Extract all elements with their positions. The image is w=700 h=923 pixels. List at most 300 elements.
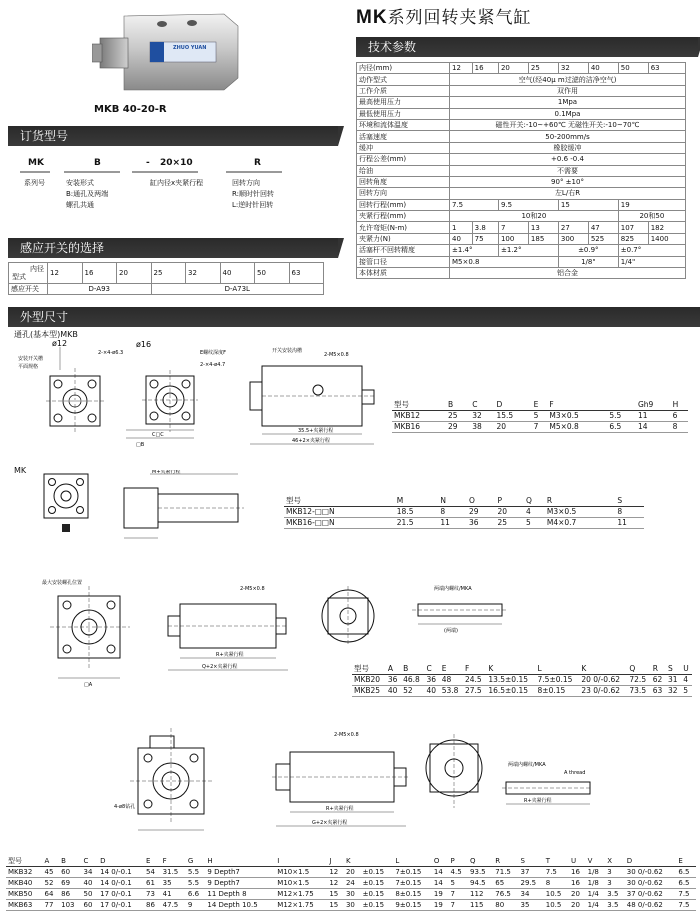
t3-cell: 36 <box>386 675 401 686</box>
t2-cell: M3×0.5 <box>545 507 616 518</box>
t4-cell: 16 <box>569 878 586 889</box>
spec-port: 1/8" <box>558 256 618 267</box>
t4-cell: 17 0/-0.1 <box>98 889 144 900</box>
order-code-size: 20×10 <box>160 158 193 168</box>
t4-cell: 9 Depth7 <box>205 878 275 889</box>
t2-cell: 11 <box>615 518 644 529</box>
t3-head: E <box>440 664 463 675</box>
t2-cell: 4 <box>524 507 545 518</box>
t3-head: F <box>463 664 486 675</box>
spec-force: 100 <box>498 233 528 244</box>
t4-cell: 3.5 <box>605 889 625 900</box>
section-outline: 外型尺寸 <box>8 307 700 327</box>
spec-bore: 20 <box>498 63 528 74</box>
spec-material: 铝合金 <box>450 268 686 279</box>
table-row <box>284 507 644 518</box>
t4-cell: 6.5 <box>676 867 696 878</box>
t4-head: I <box>275 856 327 867</box>
end-view-label: (两端) <box>444 628 458 634</box>
t1-cell: 11 <box>636 411 671 422</box>
t3-head: C <box>424 664 439 675</box>
switch-bore: 32 <box>186 263 221 284</box>
t1-head: H <box>671 400 688 411</box>
switch-slot-label: 安装开关槽 <box>18 356 44 362</box>
t1-cell: 20 <box>495 422 532 433</box>
t4-head: E <box>144 856 161 867</box>
r-plus3-label: R+夹紧行程 <box>524 798 552 804</box>
t4-cell: 71.5 <box>493 867 518 878</box>
t4-cell: 30 0/-0.62 <box>625 867 677 878</box>
drawing-mkb32-front <box>110 716 220 840</box>
t4-cell: MKB50 <box>6 889 43 900</box>
t4-cell: ±0.15 <box>361 878 394 889</box>
t3-cell: 40 <box>424 686 439 697</box>
t4-cell: 103 <box>59 900 81 911</box>
t4-cell: 60 <box>59 867 81 878</box>
spec-force: 825 <box>618 233 648 244</box>
spec-row-value: 不需要 <box>450 165 686 176</box>
t4-cell: 5.5 <box>186 867 206 878</box>
t4-cell: 8 <box>544 878 569 889</box>
spec-row-label: 回转方向 <box>357 188 450 199</box>
t4-head: T <box>544 856 569 867</box>
t1-head: F <box>547 400 607 411</box>
t4-cell: 7.5 <box>676 889 696 900</box>
t4-cell: 7 <box>449 900 469 911</box>
spec-stroke: 7.5 <box>450 199 499 210</box>
order-col-size <box>150 178 203 189</box>
t4-cell: 5.5 <box>186 878 206 889</box>
drawing-mkb20-front <box>40 574 150 690</box>
t2-head: R <box>545 496 616 507</box>
t4-head: C <box>82 856 99 867</box>
t4-cell: 14 0/-0.1 <box>98 867 144 878</box>
t4-cell: 30 <box>344 889 361 900</box>
t4-cell: 60 <box>82 900 99 911</box>
spec-row-value: +0.6 -0.4 <box>450 154 686 165</box>
order-mount-0: 安装形式 <box>66 179 94 187</box>
t4-cell: 115 <box>468 900 493 911</box>
spec-precision: ±0.7° <box>618 245 685 256</box>
drawing-mkb-front-dim <box>96 338 244 450</box>
t3-head: L <box>536 664 580 675</box>
t4-head: K <box>344 856 361 867</box>
switch-label-type: 型式 <box>12 273 26 281</box>
spec-row-label: 回转角度 <box>357 176 450 187</box>
t4-head: L <box>393 856 432 867</box>
t4-head: E <box>676 856 696 867</box>
t3-cell: 13.5±0.15 <box>486 675 535 686</box>
t4-cell: 9 <box>186 900 206 911</box>
spec-force: 185 <box>528 233 558 244</box>
t1-cell: 6.5 <box>607 422 636 433</box>
t4-cell: 20 <box>344 867 361 878</box>
order-col-series <box>24 178 45 189</box>
spec-row-value: 0.1Mpa <box>450 108 686 119</box>
t1-head: D <box>495 400 532 411</box>
t4-cell: 15 <box>327 889 344 900</box>
t1-head: B <box>446 400 470 411</box>
t4-cell: 52 <box>43 878 60 889</box>
t3-cell: 7.5±0.15 <box>536 675 580 686</box>
flat-label: 平面规格 <box>18 364 39 370</box>
t4-head: A <box>43 856 60 867</box>
switch-bore: 16 <box>82 263 117 284</box>
spec-row-value: 橡胶缓冲 <box>450 142 686 153</box>
t1-cell: 6 <box>671 411 688 422</box>
t2-cell: 8 <box>615 507 644 518</box>
spec-clamp: 10和20 <box>450 211 619 222</box>
t3-cell: 16.5±0.15 <box>486 686 535 697</box>
t4-cell: 1/4 <box>586 900 606 911</box>
t4-head: U <box>569 856 586 867</box>
t3-head: B <box>401 664 424 675</box>
t2-cell: MKB12-□□N <box>284 507 395 518</box>
section-order: 订货型号 <box>8 126 338 146</box>
t2-cell: 11 <box>438 518 467 529</box>
title-rest: 系列回转夹紧气缸 <box>387 8 532 28</box>
spec-row-label: 动作型式 <box>357 74 450 85</box>
t4-cell: 11 Depth 8 <box>205 889 275 900</box>
title-mk: MK <box>356 7 388 28</box>
t3-cell: 46.8 <box>401 675 424 686</box>
t1-cell: 7 <box>532 422 548 433</box>
spec-precision: ±0.9° <box>558 245 618 256</box>
t4-cell: 61 <box>144 878 161 889</box>
spec-moment-label: 允许弯矩(N-m) <box>357 222 450 233</box>
t3-head: K <box>486 664 535 675</box>
switch-bore: 25 <box>151 263 186 284</box>
t4-cell: 7±0.15 <box>393 878 432 889</box>
t4-cell: 47.5 <box>161 900 186 911</box>
table-row <box>284 518 644 529</box>
spec-force: 1400 <box>648 233 685 244</box>
t3-cell: MKB25 <box>352 686 386 697</box>
page-title <box>356 3 532 29</box>
t1-cell: 5.5 <box>607 411 636 422</box>
spec-force: 525 <box>588 233 618 244</box>
t4-head: H <box>205 856 275 867</box>
t3-cell: 31 <box>666 675 681 686</box>
order-code-mk: MK <box>28 158 44 168</box>
t2-cell: 18.5 <box>395 507 439 518</box>
t1-cell: MKB12 <box>392 411 446 422</box>
spec-moment: 47 <box>588 222 618 233</box>
t4-cell: 12 <box>327 867 344 878</box>
t4-head: F <box>161 856 186 867</box>
spec-precision: ±1.4° <box>450 245 499 256</box>
order-size-0: 缸内径x夹紧行程 <box>150 179 204 187</box>
spec-row-value: 左L/右R <box>450 188 686 199</box>
t4-cell: 14 <box>432 867 449 878</box>
t4-cell: 6.6 <box>186 889 206 900</box>
t2-cell: 21.5 <box>395 518 439 529</box>
t2-head: P <box>495 496 524 507</box>
t4-cell: M10×1.5 <box>275 878 327 889</box>
t4-cell: 34 <box>82 867 99 878</box>
spec-precision: ±1.2° <box>498 245 558 256</box>
t3-cell: 5 <box>681 686 692 697</box>
switch-a93: D-A93 <box>48 284 152 295</box>
q-plus-label: Q+2×夹紧行程 <box>202 664 238 670</box>
max-slot-label: 最大安装螺孔位置 <box>42 580 83 586</box>
t2-head: O <box>467 496 496 507</box>
t4-cell: 17 0/-0.1 <box>98 900 144 911</box>
r-plus-label: R+夹紧行程 <box>216 652 244 658</box>
t4-cell: 86 <box>144 900 161 911</box>
spec-row-value: 90° ±10° <box>450 176 686 187</box>
t4-cell: 30 0/-0.62 <box>625 878 677 889</box>
holes-a-label: 2-×4-ø6.3 <box>98 350 124 356</box>
t4-cell: 7.5 <box>676 900 696 911</box>
e-thread-label: E螺纹深度F <box>200 350 227 356</box>
t4-cell: 80 <box>493 900 518 911</box>
order-code-dir: R <box>254 158 261 168</box>
phi16-label: ø16 <box>136 340 152 349</box>
spec-moment: 182 <box>648 222 685 233</box>
table-row <box>6 867 696 878</box>
t1-cell: 38 <box>470 422 494 433</box>
m5-top-label: 2-M5×0.8 <box>324 352 349 358</box>
t4-cell: 1/4 <box>586 889 606 900</box>
m5-b-label: 2-M5×0.8 <box>240 586 265 592</box>
t4-cell: 112 <box>468 889 493 900</box>
order-mount-1: B:通孔及两端 <box>66 190 109 198</box>
spec-clamp-label: 夹紧行程(mm) <box>357 211 450 222</box>
spec-moment: 3.8 <box>472 222 498 233</box>
table-row <box>6 878 696 889</box>
t4-cell: 20 <box>569 900 586 911</box>
t4-cell: 7 <box>449 889 469 900</box>
t4-cell: 29.5 <box>519 878 544 889</box>
switch-bore: 40 <box>220 263 255 284</box>
t2-cell: M4×0.7 <box>545 518 616 529</box>
spec-bore: 12 <box>450 63 473 74</box>
t4-cell: 3.5 <box>605 900 625 911</box>
spec-port: 1/4" <box>618 256 685 267</box>
t3-head: S <box>666 664 681 675</box>
t4-cell: 1/8 <box>586 867 606 878</box>
table-mkb20-25 <box>352 664 692 697</box>
switch-bore: 12 <box>48 263 83 284</box>
m5-c-label: 2-M5×0.8 <box>334 732 359 738</box>
t3-cell: 4 <box>681 675 692 686</box>
drawing-mkb32-end <box>420 728 490 818</box>
t4-head: 型号 <box>6 856 43 867</box>
section-switch: 感应开关的选择 <box>8 238 338 258</box>
switch-corner <box>9 263 48 284</box>
t3-head: 型号 <box>352 664 386 675</box>
t4-cell: 31.5 <box>161 867 186 878</box>
product-model: MKB 40-20-R <box>94 104 167 115</box>
spec-bore: 32 <box>558 63 588 74</box>
t2-cell: 5 <box>524 518 545 529</box>
spec-row-value: 50-200mm/s <box>450 131 686 142</box>
spec-row-label: 工作介质 <box>357 85 450 96</box>
t3-cell: 27.5 <box>463 686 486 697</box>
t4-cell: 15 <box>327 900 344 911</box>
t4-head: G <box>186 856 206 867</box>
t3-head: A <box>386 664 401 675</box>
spec-port: M5×0.8 <box>450 256 559 267</box>
t2-cell: MKB16-□□N <box>284 518 395 529</box>
t4-cell: 37 <box>519 867 544 878</box>
table-mk12-16 <box>284 496 644 529</box>
t3-head: U <box>681 664 692 675</box>
spec-stroke-label: 回转行程(mm) <box>357 199 450 210</box>
t3-head: Q <box>627 664 650 675</box>
order-underlines <box>20 170 290 174</box>
t2-head: S <box>615 496 644 507</box>
t4-head: R <box>493 856 518 867</box>
spec-stroke: 15 <box>558 199 618 210</box>
t4-cell: 30 <box>344 900 361 911</box>
stroke-label-b: 46+2×夹紧行程 <box>292 438 330 444</box>
t4-head: B <box>59 856 81 867</box>
product-photo <box>92 8 240 98</box>
t4-cell: 14 Depth 10.5 <box>205 900 275 911</box>
t2-cell: 29 <box>467 507 496 518</box>
t4-head: V <box>586 856 606 867</box>
t4-head: D <box>98 856 144 867</box>
t4-cell: 34 <box>519 889 544 900</box>
order-code-dash: - <box>146 158 150 168</box>
t4-cell: 35 <box>519 900 544 911</box>
r-plus2-label: R+夹紧行程 <box>326 806 354 812</box>
t4-cell: 77 <box>43 900 60 911</box>
t4-cell: 93.5 <box>468 867 493 878</box>
t4-cell: 10.5 <box>544 889 569 900</box>
t1-cell: 15.5 <box>495 411 532 422</box>
order-code-b: B <box>94 158 101 168</box>
drawing-mkb-side <box>232 338 382 450</box>
svg-text:C□C: C□C <box>152 432 164 438</box>
t3-cell: 8±0.15 <box>536 686 580 697</box>
spec-moment: 107 <box>618 222 648 233</box>
t4-cell: 14 <box>432 878 449 889</box>
t2-head: N <box>438 496 467 507</box>
spec-bore: 40 <box>588 63 618 74</box>
section-tech: 技术参数 <box>356 37 698 57</box>
t4-cell: 54 <box>144 867 161 878</box>
spec-force-label: 夹紧力(N) <box>357 233 450 244</box>
table-mkb12-16 <box>392 400 688 433</box>
t4-head: Q <box>468 856 493 867</box>
t4-cell: 19 <box>432 889 449 900</box>
athread-label: A thread <box>564 770 586 776</box>
g-plus-label: G+2×夹紧行程 <box>312 820 348 826</box>
t4-cell: 8±0.15 <box>393 889 432 900</box>
stroke-label-a: 35.5+夹紧行程 <box>298 428 334 434</box>
spec-bore: 63 <box>648 63 685 74</box>
t4-cell: 37 0/-0.62 <box>625 889 677 900</box>
t4-cell: 20 <box>569 889 586 900</box>
t1-head: E <box>532 400 548 411</box>
t4-head: O <box>432 856 449 867</box>
spec-row-label: 最低使用压力 <box>357 108 450 119</box>
order-col-mount <box>66 178 108 211</box>
t1-head: Gh9 <box>636 400 671 411</box>
t3-cell: 52 <box>401 686 424 697</box>
spec-row-label: 环境和流体温度 <box>357 119 450 130</box>
phi12-label: ø12 <box>52 339 68 348</box>
table-row <box>392 411 688 422</box>
inner-thread2-label: 两端内螺纹/MKA <box>508 762 546 768</box>
t1-cell: 29 <box>446 422 470 433</box>
spec-force: 75 <box>472 233 498 244</box>
t1-cell: 32 <box>470 411 494 422</box>
t1-head: C <box>470 400 494 411</box>
t4-cell: ±0.15 <box>361 867 394 878</box>
t4-cell: 40 <box>82 878 99 889</box>
t4-cell: ±0.15 <box>361 900 394 911</box>
t2-cell: 8 <box>438 507 467 518</box>
switch-label-bore: 内径 <box>30 265 44 273</box>
t4-cell: 5 <box>449 878 469 889</box>
table-mkb32-63 <box>6 856 696 911</box>
order-dir-0: 回转方向 <box>232 179 260 187</box>
switch-row-label: 感应开关 <box>9 284 48 295</box>
t3-cell: 36 <box>424 675 439 686</box>
t3-cell: 24.5 <box>463 675 486 686</box>
t3-head: R <box>651 664 666 675</box>
t4-cell: 50 <box>82 889 99 900</box>
order-dir-1: R:顺时针回转 <box>232 190 275 198</box>
t3-head: K <box>579 664 627 675</box>
drawing-mkb32-side <box>260 728 410 838</box>
spec-precision-label: 活塞杆不回转精度 <box>357 245 450 256</box>
spec-bore: 25 <box>528 63 558 74</box>
t4-cell: 4.5 <box>449 867 469 878</box>
order-mount-2: 螺孔共通 <box>66 201 94 209</box>
product-brand: ZHUO YUAN <box>173 45 207 51</box>
t4-cell: 48 0/-0.62 <box>625 900 677 911</box>
holes-b-label: 2-×4-ø4.7 <box>200 362 226 368</box>
t4-cell: 69 <box>59 878 81 889</box>
switch-a73l: D-A73L <box>151 284 324 295</box>
t4-cell: 7±0.15 <box>393 867 432 878</box>
drawing-mka-rod-2 <box>500 756 594 820</box>
t4-cell: 86 <box>59 889 81 900</box>
t3-cell: 48 <box>440 675 463 686</box>
spec-moment: 13 <box>528 222 558 233</box>
t4-cell: M12×1.75 <box>275 889 327 900</box>
t1-cell: 8 <box>671 422 688 433</box>
t4-cell: M12×1.75 <box>275 900 327 911</box>
order-series-label: 系列号 <box>24 179 45 187</box>
t4-cell: 41 <box>161 889 186 900</box>
t3-cell: 23 0/-0.62 <box>579 686 627 697</box>
spec-clamp: 20和50 <box>618 211 685 222</box>
switch-bore: 20 <box>117 263 152 284</box>
t2-cell: 36 <box>467 518 496 529</box>
t1-cell: M3×0.5 <box>547 411 607 422</box>
t4-cell: 12 <box>327 878 344 889</box>
spec-force: 300 <box>558 233 588 244</box>
gap-label: 4-ø8钻孔 <box>114 804 136 810</box>
spec-row-label: 行程公差(mm) <box>357 154 450 165</box>
t4-cell: 9 Depth7 <box>205 867 275 878</box>
spec-row-label: 缓冲 <box>357 142 450 153</box>
t2-cell: 25 <box>495 518 524 529</box>
t4-cell: 1/8 <box>586 878 606 889</box>
t3-cell: 63 <box>651 686 666 697</box>
t4-cell: 76.5 <box>493 889 518 900</box>
t4-head: S <box>519 856 544 867</box>
spec-row-label: 给油 <box>357 165 450 176</box>
drawing-mka-rod <box>410 576 510 636</box>
inner-thread-label: 两端内螺纹/MKA <box>434 586 472 592</box>
